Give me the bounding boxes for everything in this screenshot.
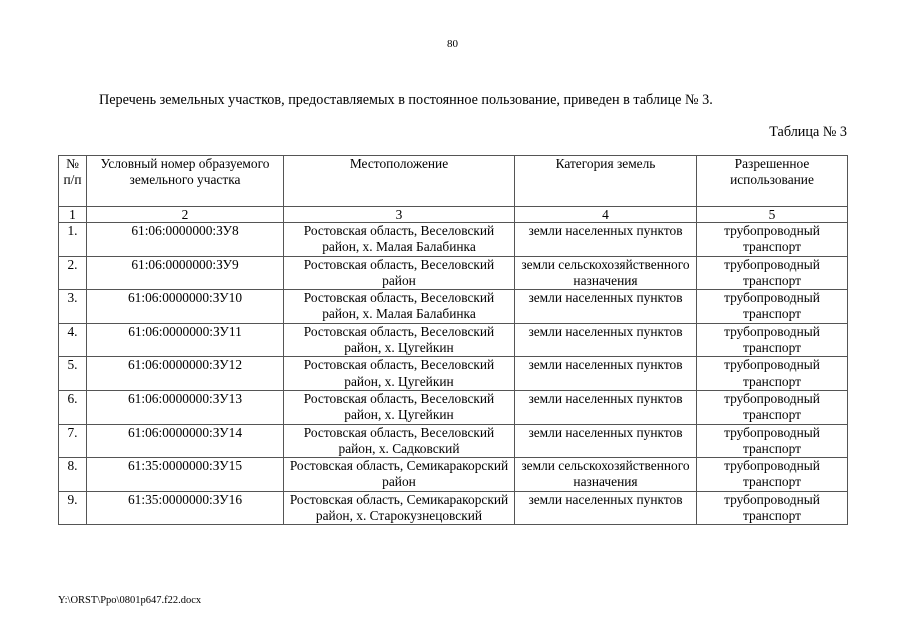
table-row (59, 256, 848, 290)
table-caption: Таблица № 3 (769, 124, 847, 140)
table-row (59, 290, 848, 324)
location-cell: Ростовская область, Веселовский район, х. Садковский (284, 424, 515, 458)
footer-file-path: Y:\ORST\Ppo\0801p647.f22.docx (58, 595, 202, 606)
column-number-cell: 2 (87, 207, 284, 223)
land-category-cell: земли населенных пунктов (515, 290, 697, 324)
page-number: 80 (447, 38, 458, 50)
column-number-cell: 3 (284, 207, 515, 223)
row-number-cell: 7. (59, 424, 87, 458)
header-cell: Местоположение (284, 156, 515, 207)
land-category-cell: земли населенных пунктов (515, 323, 697, 357)
row-number-cell: 5. (59, 357, 87, 391)
permitted-use-cell: трубопроводный транспорт (697, 323, 848, 357)
land-plots-table (58, 155, 848, 525)
plot-number-cell: 61:06:0000000:ЗУ10 (87, 290, 284, 324)
plot-number-cell: 61:35:0000000:ЗУ16 (87, 491, 284, 525)
permitted-use-cell: трубопроводный транспорт (697, 290, 848, 324)
permitted-use-cell: трубопроводный транспорт (697, 223, 848, 257)
land-category-cell: земли населенных пунктов (515, 424, 697, 458)
land-category-cell: земли населенных пунктов (515, 357, 697, 391)
location-cell: Ростовская область, Веселовский район, х. Цугейкин (284, 390, 515, 424)
column-number-cell: 4 (515, 207, 697, 223)
land-category-cell: земли населенных пунктов (515, 390, 697, 424)
location-cell: Ростовская область, Веселовский район, х. Цугейкин (284, 323, 515, 357)
permitted-use-cell: трубопроводный транспорт (697, 458, 848, 492)
location-cell: Ростовская область, Веселовский район (284, 256, 515, 290)
permitted-use-cell: трубопроводный транспорт (697, 256, 848, 290)
table-row (59, 458, 848, 492)
row-number-cell: 2. (59, 256, 87, 290)
header-cell: Категория земель (515, 156, 697, 207)
row-number-cell: 4. (59, 323, 87, 357)
plot-number-cell: 61:06:0000000:ЗУ14 (87, 424, 284, 458)
permitted-use-cell: трубопроводный транспорт (697, 390, 848, 424)
plot-number-cell: 61:06:0000000:ЗУ13 (87, 390, 284, 424)
permitted-use-cell: трубопроводный транспорт (697, 491, 848, 525)
plot-number-cell: 61:35:0000000:ЗУ15 (87, 458, 284, 492)
land-category-cell: земли населенных пунктов (515, 491, 697, 525)
plot-number-cell: 61:06:0000000:ЗУ9 (87, 256, 284, 290)
row-number-cell: 8. (59, 458, 87, 492)
table-row (59, 323, 848, 357)
table-row (59, 390, 848, 424)
row-number-cell: 1. (59, 223, 87, 257)
header-cell: Условный номер образуемого земельного участка (87, 156, 284, 207)
table-row (59, 491, 848, 525)
header-cell: Разрешенное использование (697, 156, 848, 207)
row-number-cell: 9. (59, 491, 87, 525)
plot-number-cell: 61:06:0000000:ЗУ12 (87, 357, 284, 391)
column-number-cell: 5 (697, 207, 848, 223)
location-cell: Ростовская область, Веселовский район, х. Малая Балабинка (284, 223, 515, 257)
intro-paragraph: Перечень земельных участков, предоставляемых в постоянное пользование, приведен в таблице № 3. (99, 92, 713, 108)
permitted-use-cell: трубопроводный транспорт (697, 357, 848, 391)
row-number-cell: 6. (59, 390, 87, 424)
column-number-cell: 1 (59, 207, 87, 223)
location-cell: Ростовская область, Семикаракорский район, х. Старокузнецовский (284, 491, 515, 525)
column-number-row (59, 207, 848, 223)
land-category-cell: земли сельскохозяйственного назначения (515, 256, 697, 290)
plot-number-cell: 61:06:0000000:ЗУ11 (87, 323, 284, 357)
table-header-row (59, 156, 848, 207)
location-cell: Ростовская область, Семикаракорский район (284, 458, 515, 492)
location-cell: Ростовская область, Веселовский район, х. Цугейкин (284, 357, 515, 391)
table-row (59, 223, 848, 257)
table-row (59, 424, 848, 458)
row-number-cell: 3. (59, 290, 87, 324)
permitted-use-cell: трубопроводный транспорт (697, 424, 848, 458)
land-category-cell: земли сельскохозяйственного назначения (515, 458, 697, 492)
plot-number-cell: 61:06:0000000:ЗУ8 (87, 223, 284, 257)
header-cell: № п/п (59, 156, 87, 207)
land-category-cell: земли населенных пунктов (515, 223, 697, 257)
table-row (59, 357, 848, 391)
location-cell: Ростовская область, Веселовский район, х. Малая Балабинка (284, 290, 515, 324)
